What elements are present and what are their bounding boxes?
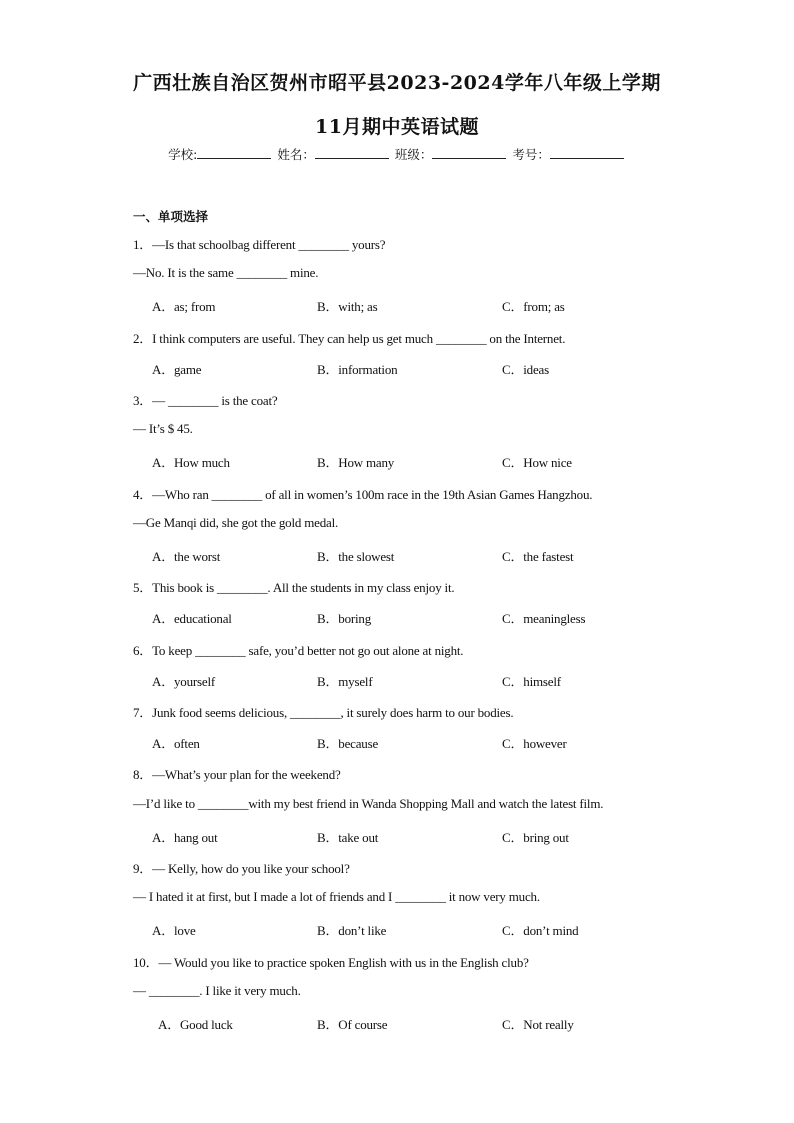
question-text: 2．I think computers are useful. They can help us get much ________ on the Internet.	[133, 330, 566, 346]
answer-option[interactable]: C．meaningless	[502, 611, 586, 627]
question-text: — I hated it at first, but I made a lot of friends and I ________ it now very much.	[133, 889, 540, 905]
answer-option[interactable]: C．from; as	[502, 299, 565, 315]
answer-option[interactable]: A．love	[152, 923, 196, 939]
question-text: 1．—Is that schoolbag different ________ yours?	[133, 237, 386, 252]
answer-option[interactable]: A．the worst	[152, 549, 221, 564]
answer-option[interactable]: C．however	[502, 736, 567, 752]
document-title-line-1: 广西壮族自治区贺州市昭平县2023-2024学年八年级上学期	[133, 72, 661, 94]
question-text: —No. It is the same ________ mine.	[133, 265, 319, 281]
answer-option[interactable]: A．as; from	[152, 299, 216, 315]
question-text: 10．— Would you like to practice spoken English with us in the English club?	[133, 954, 529, 970]
answer-option[interactable]: B．because	[317, 736, 379, 752]
document-title-line-2: 11月期中英语试题	[315, 116, 479, 138]
section-heading: 一、单项选择	[133, 209, 209, 224]
answer-option[interactable]: C．don’t mind	[502, 923, 579, 939]
answer-option[interactable]: C．ideas	[502, 361, 549, 377]
name-blank	[315, 146, 389, 159]
answer-option[interactable]: A．Good luck	[158, 1017, 233, 1032]
answer-option[interactable]: C．the fastest	[502, 549, 574, 564]
answer-option[interactable]: B．information	[317, 361, 398, 377]
question-text: 4．—Who ran ________ of all in women’s 100m race in the 19th Asian Games Hangzhou.	[133, 486, 593, 502]
answer-option[interactable]: C．himself	[502, 673, 561, 689]
answer-option[interactable]: A．game	[152, 361, 202, 377]
answer-option[interactable]: B．Of course	[317, 1017, 388, 1032]
answer-option[interactable]: A．hang out	[152, 829, 218, 845]
answer-option[interactable]: B．don’t like	[317, 923, 387, 939]
question-text: 9．— Kelly, how do you like your school?	[133, 861, 350, 876]
question-text: — It’s $ 45.	[133, 421, 193, 437]
question-text: 6．To keep ________ safe, you’d better not go out alone at night.	[133, 642, 464, 658]
question-text: —I’d like to ________with my best friend in Wanda Shopping Mall and watch the latest film.	[133, 795, 604, 811]
class-label: 班级：	[394, 147, 433, 162]
exam-number-blank	[550, 146, 624, 159]
answer-option[interactable]: A．educational	[152, 611, 232, 627]
answer-option[interactable]: A．yourself	[152, 673, 215, 689]
question-text: 3．— ________ is the coat?	[133, 393, 278, 408]
name-label: 姓名：	[277, 147, 315, 162]
class-blank	[432, 146, 506, 159]
question-text: 5．This book is ________. All the students in my class enjoy it.	[133, 580, 455, 596]
school-label: 学校:	[168, 147, 198, 162]
answer-option[interactable]: B．myself	[317, 673, 373, 689]
answer-option[interactable]: B．with; as	[317, 299, 378, 315]
answer-option[interactable]: A．How much	[152, 455, 230, 471]
answer-option[interactable]: C．How nice	[502, 455, 572, 471]
student-info-row	[0, 145, 794, 163]
answer-option[interactable]: C．Not really	[502, 1017, 574, 1032]
answer-option[interactable]: B．take out	[317, 829, 379, 845]
question-text: — ________. I like it very much.	[133, 982, 301, 998]
exam-number-label: 考号：	[512, 147, 550, 162]
school-blank	[197, 146, 271, 159]
question-text: 8．—What’s your plan for the weekend?	[133, 767, 341, 783]
answer-option[interactable]: B．the slowest	[317, 549, 395, 564]
answer-option[interactable]: A．often	[152, 736, 200, 752]
answer-option[interactable]: B．boring	[317, 611, 372, 627]
answer-option[interactable]: C．bring out	[502, 829, 569, 845]
question-text: —Ge Manqi did, she got the gold medal.	[133, 514, 339, 530]
question-text: 7．Junk food seems delicious, ________, it surely does harm to our bodies.	[133, 705, 514, 720]
answer-option[interactable]: B．How many	[317, 455, 395, 471]
